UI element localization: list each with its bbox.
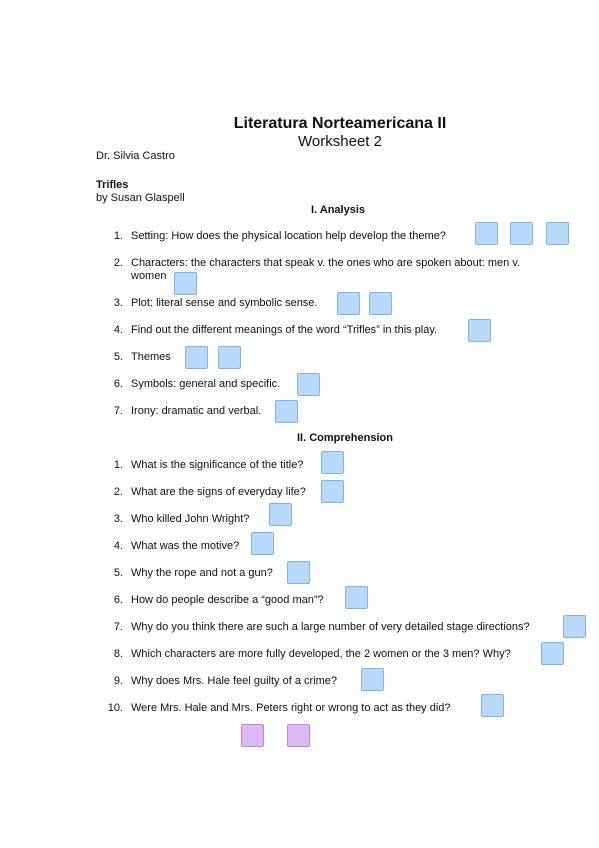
sticky-note-icon[interactable] (241, 724, 264, 747)
item-text: Why do you think there are such a large number of very detailed stage directions? (131, 621, 530, 633)
item-text: Were Mrs. Hale and Mrs. Peters right or wrong to act as they did? (131, 702, 451, 714)
item-number: 9. (113, 675, 123, 687)
item-text: Symbols: general and specific. (131, 378, 281, 390)
item-number: 1. (113, 230, 123, 242)
sticky-note-icon[interactable] (297, 373, 320, 396)
item-number: 10. (107, 702, 123, 714)
list-item (105, 230, 446, 242)
list-item (105, 513, 249, 525)
list-item (105, 567, 273, 579)
list-item (105, 324, 437, 336)
sticky-note-icon[interactable] (541, 642, 564, 665)
play-title: Trifles (96, 179, 129, 191)
item-text: Who killed John Wright? (131, 513, 250, 525)
item-text: Irony: dramatic and verbal. (131, 405, 262, 417)
list-item (105, 297, 317, 309)
list-item (105, 594, 324, 606)
item-number: 7. (113, 405, 123, 417)
sticky-note-icon[interactable] (475, 222, 498, 245)
sticky-note-icon[interactable] (481, 694, 504, 717)
document-subtitle: Worksheet 2 (298, 133, 382, 150)
sticky-note-icon[interactable] (287, 561, 310, 584)
item-text: Find out the different meanings of the word “Trifles” in this play. (131, 324, 438, 336)
item-text: Themes (131, 351, 171, 363)
item-text: What are the signs of everyday life? (131, 486, 306, 498)
sticky-note-icon[interactable] (361, 668, 384, 691)
list-item (105, 675, 337, 687)
item-number: 2. (113, 257, 123, 269)
item-text: What was the motive? (131, 540, 240, 552)
sticky-note-icon[interactable] (218, 346, 241, 369)
item-number: 4. (113, 324, 123, 336)
item-number: 6. (113, 378, 123, 390)
item-number: 2. (113, 486, 123, 498)
item-text: Setting: How does the physical location help develop the theme? (131, 230, 446, 242)
sticky-note-icon[interactable] (321, 480, 344, 503)
sticky-note-icon[interactable] (174, 272, 197, 295)
sticky-note-icon[interactable] (287, 724, 310, 747)
sticky-note-icon[interactable] (275, 400, 298, 423)
item-text: Why does Mrs. Hale feel guilty of a crime? (131, 675, 338, 687)
list-item (105, 459, 303, 471)
list-item (105, 486, 306, 498)
sticky-note-icon[interactable] (337, 292, 360, 315)
author-name: Dr. Silvia Castro (96, 150, 175, 162)
item-number: 4. (113, 540, 123, 552)
section-heading-analysis: I. Analysis (311, 204, 366, 216)
item-number: 1. (113, 459, 123, 471)
list-item (105, 648, 511, 660)
list-item (105, 621, 530, 633)
sticky-note-icon[interactable] (510, 222, 533, 245)
item-number: 3. (113, 513, 123, 525)
sticky-note-icon[interactable] (345, 586, 368, 609)
item-text: Characters: the characters that speak v. the ones who are spoken about: men v. (131, 257, 521, 269)
item-number: 5. (113, 567, 123, 579)
sticky-note-icon[interactable] (468, 319, 491, 342)
sticky-note-icon[interactable] (251, 532, 274, 555)
item-number: 5. (113, 351, 123, 363)
list-item (105, 702, 451, 714)
item-text: Plot: literal sense and symbolic sense. (131, 297, 318, 309)
item-number: 8. (113, 648, 123, 660)
sticky-note-icon[interactable] (321, 451, 344, 474)
sticky-note-icon[interactable] (269, 503, 292, 526)
item-text: Which characters are more fully developed, the 2 women or the 3 men? Why? (131, 648, 511, 660)
list-item (105, 351, 171, 363)
sticky-note-icon[interactable] (563, 615, 586, 638)
sticky-note-icon[interactable] (546, 222, 569, 245)
sticky-note-icon[interactable] (185, 346, 208, 369)
document-title: Literatura Norteamericana II (233, 115, 447, 132)
item-text: How do people describe a “good man”? (131, 594, 324, 606)
play-author: by Susan Glaspell (96, 192, 185, 204)
list-item (105, 378, 280, 390)
item-text: What is the significance of the title? (131, 459, 304, 471)
list-item (105, 257, 520, 269)
list-item (105, 405, 261, 417)
sticky-note-icon[interactable] (369, 292, 392, 315)
list-item (105, 540, 239, 552)
item-text-continued: women (131, 270, 167, 282)
item-number: 7. (113, 621, 123, 633)
section-heading-comprehension: II. Comprehension (297, 432, 393, 444)
item-number: 6. (113, 594, 123, 606)
item-text: Why the rope and not a gun? (131, 567, 273, 579)
item-number: 3. (113, 297, 123, 309)
